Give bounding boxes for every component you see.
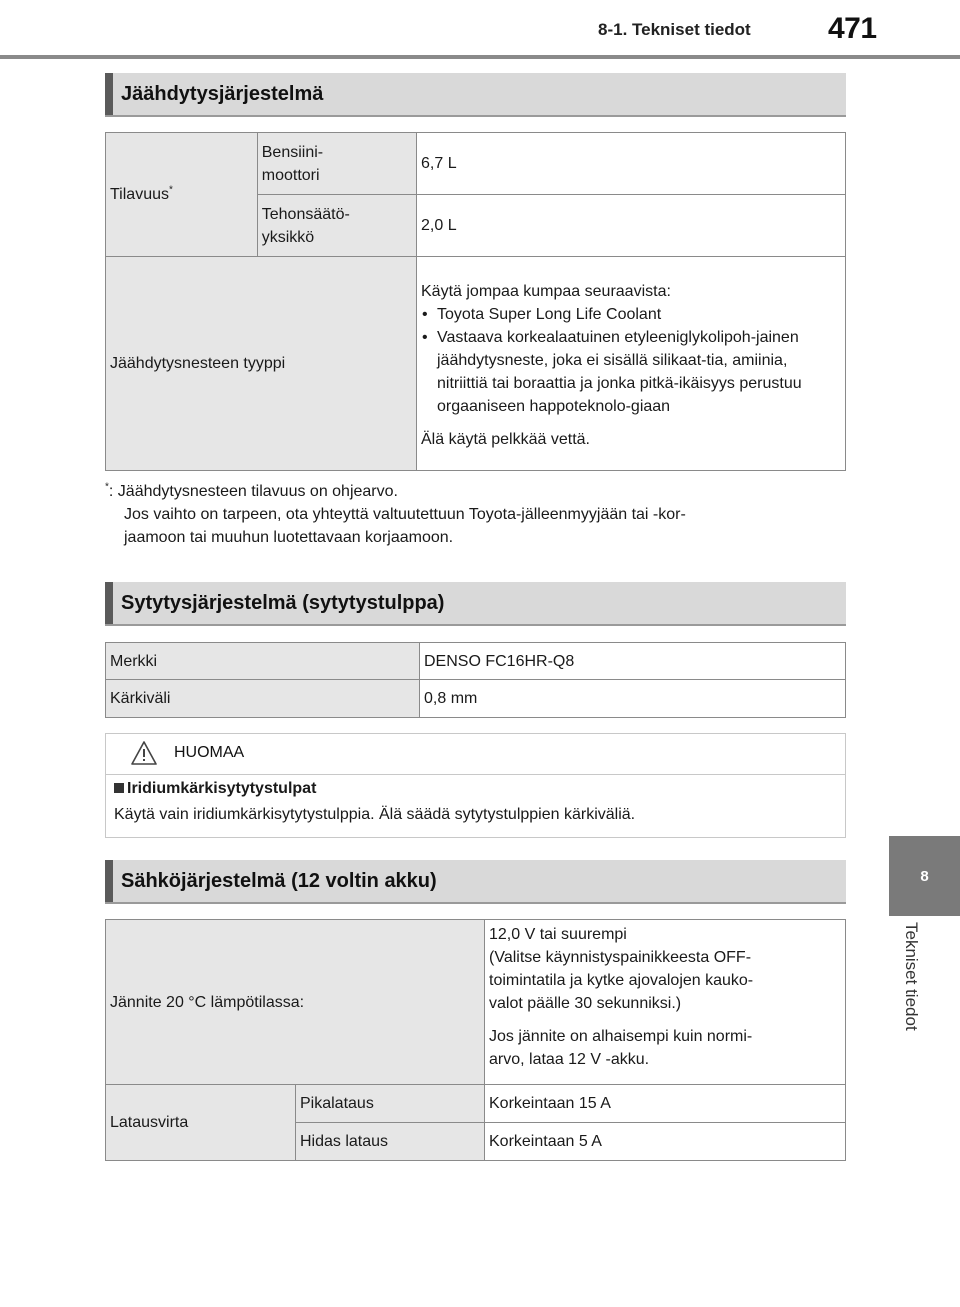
page-number: 471 (828, 12, 877, 45)
heading-marker-bar (105, 860, 113, 902)
footnote-marker: * (105, 481, 109, 493)
heading-marker-bar (105, 582, 113, 624)
section-heading-electrical (105, 860, 846, 904)
engine-label-line: moottori (261, 166, 320, 184)
running-header-title: 8-1. Tekniset tiedot (598, 20, 751, 39)
brand-value: DENSO FC16HR-Q8 (420, 643, 846, 680)
engine-capacity-value: 6,7 L (417, 133, 846, 195)
chapter-side-label: Tekniset tiedot (902, 922, 921, 1031)
coolant-option: • Toyota Super Long Life Coolant (421, 303, 841, 326)
notice-body: Käytä vain iridiumkärkisytytystulppia. Älä säädä sytytystulppien kärkiväliä. (114, 806, 636, 823)
coolant-option: • Vastaava korkealaatuinen etyleeniglykolipoh-jainen jäähdytysneste, joka ei sisällä silikaat-tia, amiinia, nitriittiä tai boraattia ja jonka pitkä-ikäisyys perustuu orgaaniseen happoteknolo-giaan (421, 326, 841, 418)
voltage-line: valot päälle 30 sekunniksi.) (489, 995, 682, 1012)
notice-subheading (114, 780, 316, 798)
brand-label: Merkki (106, 643, 420, 680)
pcu-capacity-value: 2,0 L (417, 195, 846, 257)
gap-value: 0,8 mm (420, 680, 846, 718)
capacity-label: Tilavuus (110, 186, 169, 203)
coolant-type-label: Jäähdytysnesteen tyyppi (106, 257, 417, 471)
ignition-spec-table (105, 642, 846, 718)
cooling-footnote (105, 480, 845, 549)
pcu-label-cell (257, 195, 416, 257)
square-bullet-icon (114, 783, 124, 793)
capacity-label-cell (106, 133, 258, 257)
footnote-line: : Jäähdytysnesteen tilavuus on ohjearvo. (108, 483, 398, 500)
gap-label: Kärkiväli (106, 680, 420, 718)
chapter-number: 8 (920, 867, 929, 885)
fast-charge-value: Korkeintaan 15 A (485, 1085, 846, 1123)
warning-triangle-icon (130, 740, 158, 766)
slow-charge-label: Hidas lataus (296, 1123, 485, 1161)
notice-subheading-text: Iridiumkärkisytytystulpat (127, 780, 317, 797)
coolant-type-value (417, 257, 846, 471)
header-divider (0, 55, 960, 59)
voltage-label: Jännite 20 °C lämpötilassa: (106, 920, 485, 1085)
notice-header (106, 734, 845, 775)
section-heading-text: Sähköjärjestelmä (12 voltin akku) (121, 870, 437, 892)
engine-label-line: Bensiini- (261, 143, 324, 161)
section-heading-text: Jäähdytysjärjestelmä (121, 83, 324, 105)
notice-title: HUOMAA (174, 744, 245, 761)
footnote-line: jaamoon tai muuhun luotettavaan korjaamoon. (124, 529, 454, 546)
coolant-options-list (421, 303, 841, 418)
footnote-marker: * (168, 184, 173, 196)
voltage-value (485, 920, 846, 1085)
engine-label-cell (257, 133, 416, 195)
chapter-tab[interactable] (889, 836, 960, 916)
electrical-spec-table (105, 919, 846, 1161)
voltage-line: toimintatila ja kytke ajovalojen kauko- (489, 972, 754, 989)
voltage-note-line: Jos jännite on alhaisempi kuin normi- (489, 1028, 753, 1045)
section-heading-ignition (105, 582, 846, 626)
pcu-label-line: Tehonsäätö- (261, 205, 350, 223)
notice-box (105, 733, 846, 838)
slow-charge-value: Korkeintaan 5 A (485, 1123, 846, 1161)
fast-charge-label: Pikalataus (296, 1085, 485, 1123)
section-heading-text: Sytytysjärjestelmä (sytytystulppa) (121, 592, 445, 614)
footnote-line: Jos vaihto on tarpeen, ota yhteyttä valtuutettuun Toyota-jälleenmyyjään tai -kor- (124, 506, 686, 523)
voltage-line: 12,0 V tai suurempi (489, 926, 627, 943)
section-heading-cooling (105, 73, 846, 117)
voltage-line: (Valitse käynnistyspainikkeesta OFF- (489, 949, 752, 966)
cooling-spec-table (105, 132, 846, 471)
voltage-note-line: arvo, lataa 12 V -akku. (489, 1051, 650, 1068)
coolant-intro: Käytä jompaa kumpaa seuraavista: (421, 282, 671, 300)
heading-marker-bar (105, 73, 113, 115)
coolant-note: Älä käytä pelkkää vettä. (421, 430, 590, 448)
pcu-label-line: yksikkö (261, 228, 315, 246)
charging-current-label: Latausvirta (106, 1085, 296, 1161)
